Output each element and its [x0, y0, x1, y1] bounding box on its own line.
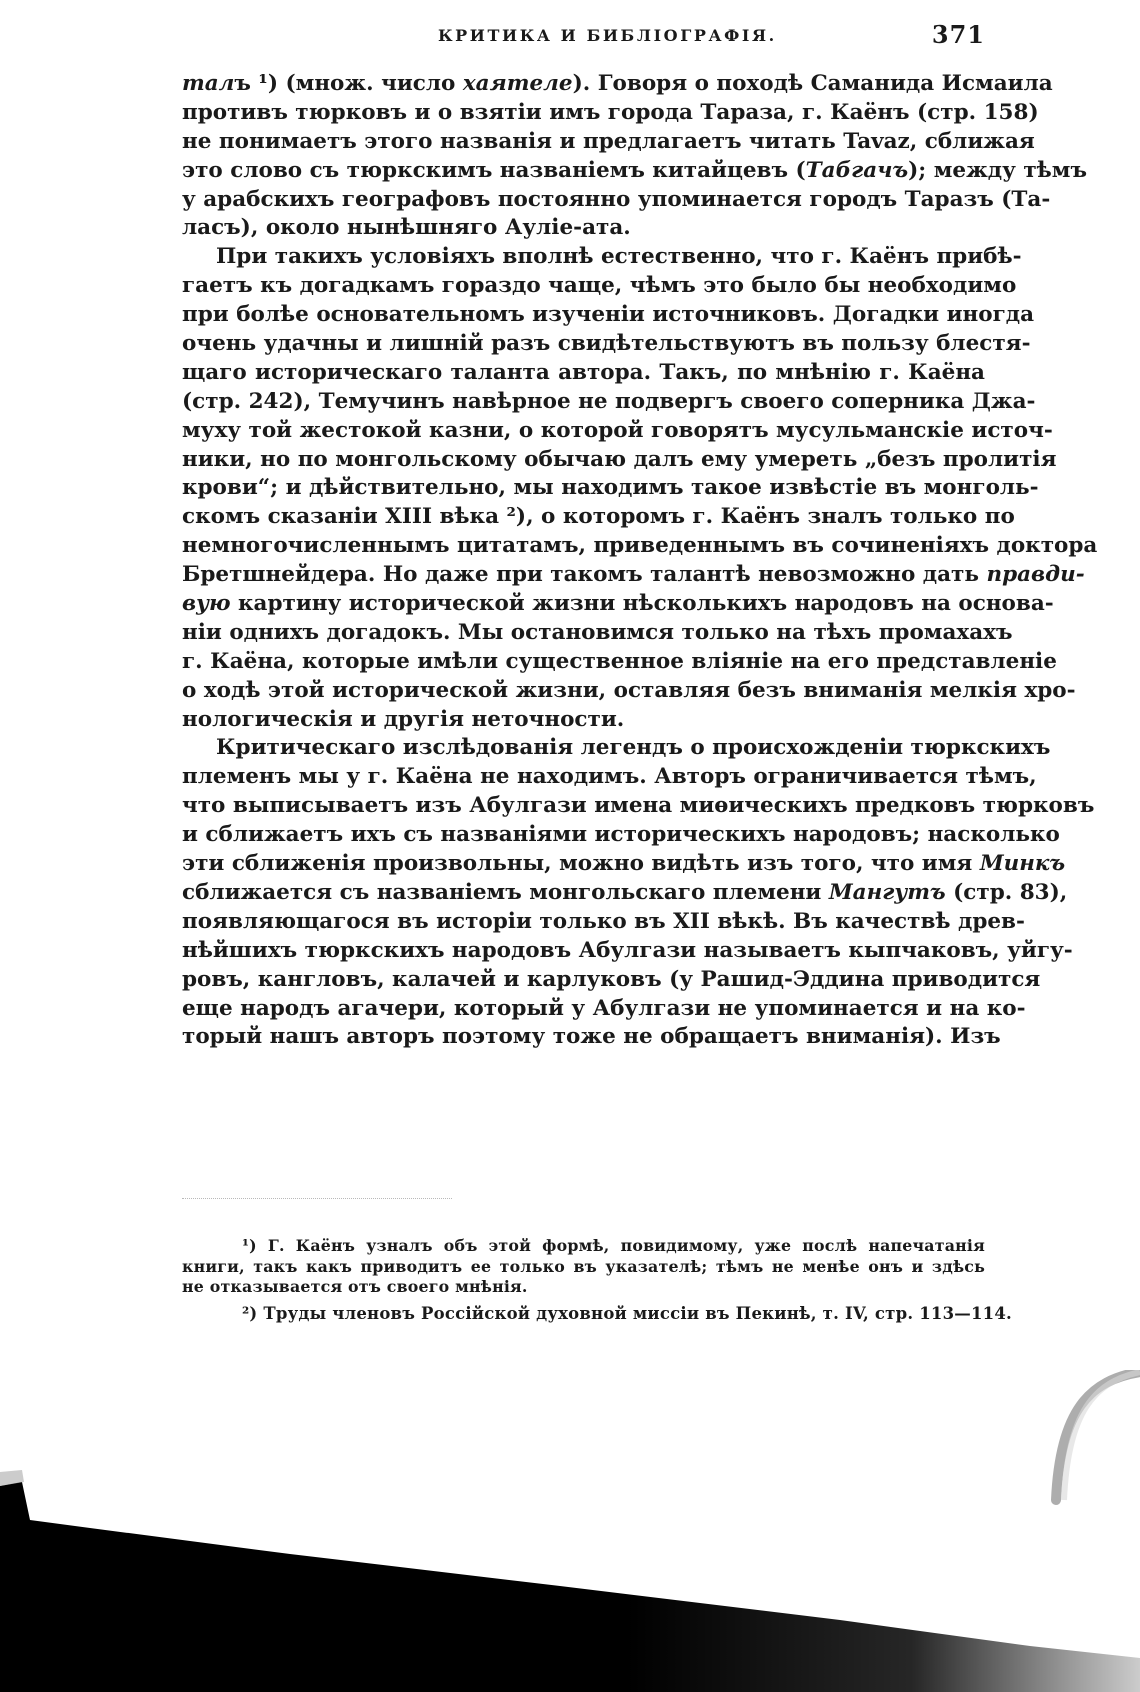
text-line: и сближаетъ ихъ съ названiями историческихъ народовъ; насколько [182, 822, 1060, 848]
text-line: вую картину исторической жизни нѣсколькихъ народовъ на основа- [182, 591, 1054, 617]
text-line: скомъ сказанiи XIII вѣка ²), о которомъ г. Каёнъ зналъ только по [182, 504, 1015, 530]
footnote-1 [182, 1236, 985, 1298]
text-line: это слово съ тюркскимъ названiемъ китайцевъ (Табгачъ); между тѣмъ [182, 157, 1087, 183]
page-number: 371 [931, 20, 985, 49]
text-line: При такихъ условiяхъ вполнѣ естественно, что г. Каёнъ прибѣ- [216, 244, 1022, 270]
text-line: сближается съ названiемъ монгольскаго племени Мангутъ (стр. 83), [182, 879, 1068, 905]
text-line: гаетъ къ догадкамъ гораздо чаще, чѣмъ это было бы необходимо [182, 273, 1017, 299]
text-line: г. Каёна, которые имѣли существенное влiянiе на его представленiе [182, 648, 1057, 674]
text-line: щаго историческаго таланта автора. Такъ, по мнѣнiю г. Каёна [182, 359, 985, 385]
body-text [182, 70, 1098, 1052]
text-line: нѣйшихъ тюркскихъ народовъ Абулгази называетъ кыпчаковъ, уйгу- [182, 937, 1073, 963]
text-line: о ходѣ этой исторической жизни, оставляя безъ вниманiя мелкiя хро- [182, 677, 1076, 703]
text-line: у арабскихъ географовъ постоянно упоминается городъ Таразъ (Та- [182, 186, 1051, 212]
text-line: эти сближенiя произвольны, можно видѣть изъ того, что имя Минкъ [182, 851, 1066, 877]
text-line: противъ тюрковъ и о взятiи имъ города Тараза, г. Каёнъ (стр. 158) [182, 99, 1039, 125]
text-line: немногочисленнымъ цитатамъ, приведеннымъ въ сочиненiяхъ доктора [182, 533, 1098, 559]
text-line: при болѣе основательномъ изученiи источниковъ. Догадки иногда [182, 302, 1035, 328]
footnote-line: не отказывается отъ своего мнѣнiя. [182, 1277, 528, 1296]
text-line: (стр. 242), Темучинъ навѣрное не подвергъ своего соперника Джа- [182, 388, 1036, 414]
text-line: еще народъ агачери, который у Абулгази не упоминается и на ко- [182, 995, 1026, 1021]
footnote-line: книги, такъ какъ приводитъ ее только въ указателѣ; тѣмъ не менѣе онъ и здѣсь [182, 1256, 985, 1276]
text-line: что выписываетъ изъ Абулгази имена миѳическихъ предковъ тюрковъ [182, 793, 1095, 819]
text-line: очень удачны и лишнiй разъ свидѣтельствуютъ въ пользу блестя- [182, 331, 1031, 357]
running-title: КРИТИКА И БИБЛIОГРАФIЯ. [438, 26, 777, 45]
text-line: не понимаетъ этого названiя и предлагаетъ читать Tavaz, сближая [182, 128, 1035, 154]
text-line: Бретшнейдера. Но даже при такомъ талантѣ невозможно дать правди- [182, 562, 1085, 588]
text-line: нiи однихъ догадокъ. Мы остановимся только на тѣхъ промахахъ [182, 619, 1013, 645]
text-line: талъ ¹) (множ. число хаятеле). Говоря о походѣ Саманида Исмаила [182, 71, 1053, 96]
text-line: ровъ, кангловъ, калачей и карлуковъ (у Рашид-Эддина приводится [182, 966, 1041, 992]
page-header [182, 20, 985, 50]
text-line: нологическiя и другiя неточности. [182, 706, 625, 732]
text-line: крови“; и дѣйствительно, мы находимъ такое извѣстiе въ монголь- [182, 475, 1039, 501]
text-line: ласъ), около нынѣшняго Аулiе-ата. [182, 215, 631, 241]
scan-shadow-wedge [0, 1436, 1140, 1692]
footnote-separator [182, 1198, 452, 1199]
footnote-line: ¹) Г. Каёнъ узналъ объ этой формѣ, повидимому, уже послѣ напечатанiя [242, 1236, 985, 1255]
paragraph-3 [182, 734, 1095, 1052]
footnote-line: ²) Труды членовъ Россiйской духовной миссiи въ Пекинѣ, т. IV, стр. 113—114. [242, 1303, 1012, 1323]
text-line: ники, но по монгольскому обычаю далъ ему умереть „безъ пролитiя [182, 446, 1057, 472]
footnotes [182, 1236, 1012, 1324]
footnote-2 [182, 1303, 1012, 1325]
text-line: муху той жестокой казни, о которой говорятъ мусульманскiе источ- [182, 417, 1053, 443]
text-line: племенъ мы у г. Каёна не находимъ. Авторъ ограничивается тѣмъ, [182, 764, 1037, 790]
text-line: торый нашъ авторъ поэтому тоже не обращаетъ вниманiя). Изъ [182, 1024, 1001, 1050]
paragraph-1 [182, 70, 1087, 243]
text-line: Критическаго изслѣдованiя легендъ о происхожденiи тюркскихъ [216, 735, 1051, 761]
paragraph-2 [182, 243, 1098, 734]
text-line: появляющагося въ исторiи только въ XII вѣкѣ. Въ качествѣ древ- [182, 908, 1025, 934]
